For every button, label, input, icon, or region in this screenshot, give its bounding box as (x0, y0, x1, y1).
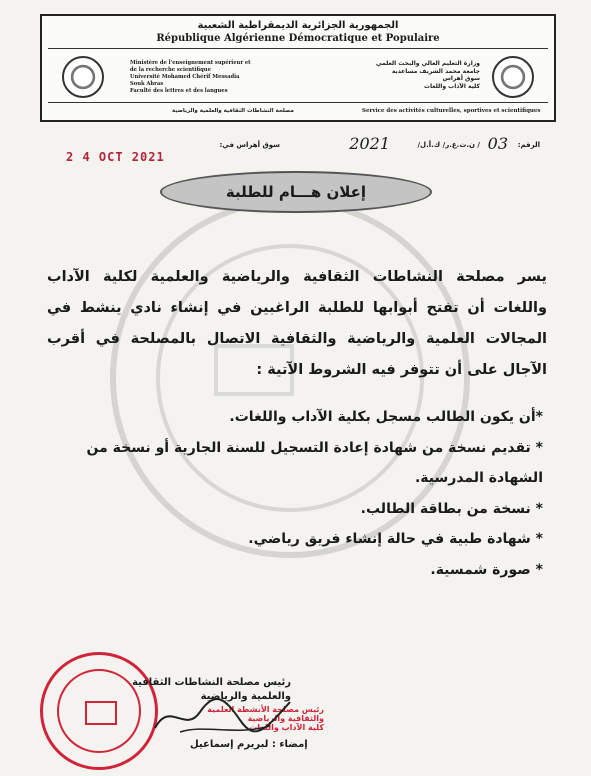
condition-item: * صورة شمسية. (430, 561, 543, 578)
signatory-title-line: والعلمية والرياضية (200, 691, 291, 702)
arabic-line: سوق أهراس (442, 75, 480, 82)
ref-number: 03 (487, 134, 508, 153)
republic-french: République Algérienne Démocratique et Populaire (156, 33, 440, 44)
condition-item: * شهادة طبية في حالة إنشاء فريق رياضي. (248, 531, 543, 547)
signatory-title-line: رئيس مصلحة النشاطات الثقافية (132, 677, 291, 688)
official-red-stamp (40, 652, 158, 770)
header-divider (48, 102, 548, 103)
condition-item: * تقديم نسخة من شهادة إعادة التسجيل للسنة الجارية أو نسخة من الشهادة المدرسية. (86, 439, 543, 486)
conditions-list (43, 402, 543, 585)
red-stamp-center (85, 701, 117, 725)
service-name-french: Service des activités culturelles, sportives et scientifiques (362, 108, 541, 114)
announcement-title: إعلان هـــام للطلبة (160, 171, 432, 213)
arabic-line: كلية الآداب واللغات (423, 82, 480, 90)
body-paragraph: يسر مصلحة النشاطات الثقافية والرياضية والعلمية لكلية الآداب واللغات أن تفتح أبوابها للطلبة الراغبين في إنشاء نادي ينشط في المجالات العلمية والرياضية والثقافية الاتصال بالمصلحة في أقرب الآجال على أن تتوفر فيه الشروط الآتية : (47, 269, 547, 378)
reference-line (120, 134, 540, 158)
condition-item: *أن يكون الطالب مسجل بكلية الآداب واللغات. (229, 409, 543, 425)
red-stamp-line: كلية الآداب واللغات (249, 723, 324, 732)
announcement-body (47, 262, 547, 386)
red-stamp-line: رئيس مصلحة الأنشطة العلمية (207, 705, 324, 714)
ref-code: / ن.ث.ع.ر/ ك.أ.ل/ (417, 141, 480, 149)
red-stamp-line: والثقافية والرياضية (247, 714, 324, 723)
university-logo-left (62, 56, 104, 98)
university-logo-right (492, 56, 534, 98)
signatory-name: إمضاء : لبريرم إسماعيل (190, 739, 308, 750)
condition-item: * نسخة من بطاقة الطالب. (360, 500, 543, 517)
arabic-institution-block (330, 60, 480, 90)
ref-label: الرقم: (517, 141, 540, 149)
letterhead (40, 14, 556, 122)
ref-year: 2021 (349, 134, 390, 153)
republic-arabic: الجمهورية الجزائرية الديمقراطية الشعبية (197, 20, 399, 31)
french-line: de la recherche scientifique (130, 67, 211, 73)
arabic-line: وزارة التعليم العالي والبحث العلمي (375, 60, 480, 67)
header-divider (48, 48, 548, 49)
french-line: Faculté des lettres et des langues (130, 88, 228, 94)
french-institution-block (130, 60, 300, 95)
service-name-arabic: مصلحة النشاطات الثقافية والعلمية والرياضية (172, 108, 294, 114)
place-date-label: سوق أهراس في: (219, 141, 280, 149)
handwritten-signature (150, 690, 300, 740)
french-line: Ministère de l'enseignement supérieur et (130, 60, 251, 66)
french-line: Université Mohamed Chérif Messadia (130, 74, 240, 80)
arabic-line: جامعة محمد الشريف مساعدية (391, 67, 480, 75)
french-line: Souk Ahras (130, 81, 164, 87)
date-stamp: 2 4 OCT 2021 (66, 150, 165, 164)
